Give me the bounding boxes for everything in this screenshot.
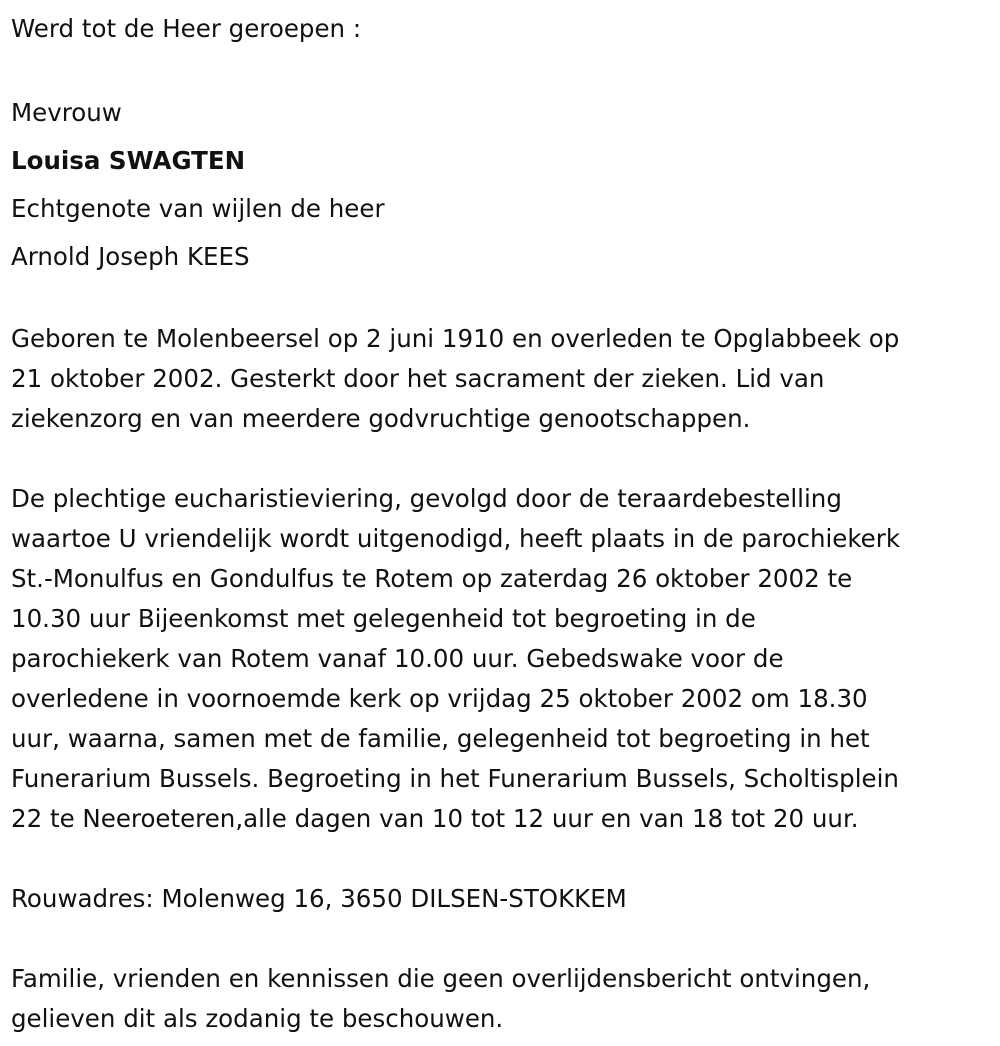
paragraph-line: St.-Monulfus en Gondulfus te Rotem op zaterdag 26 oktober 2002 te — [11, 564, 853, 593]
paragraph-line: Familie, vrienden en kennissen die geen overlijdensbericht ontvingen, — [11, 964, 871, 993]
paragraph-line: ziekenzorg en van meerdere godvruchtige genootschappen. — [11, 404, 751, 433]
spacer — [11, 439, 990, 479]
paragraph-line: 22 te Neeroeteren,alle dagen van 10 tot 12 uur en van 18 tot 20 uur. — [11, 804, 859, 833]
paragraph-line: overledene in voornoemde kerk op vrijdag 25 oktober 2002 om 18.30 — [11, 684, 868, 713]
paragraph-line: 21 oktober 2002. Gesterkt door het sacrament der zieken. Lid van — [11, 364, 825, 393]
paragraph-line: Funerarium Bussels. Begroeting in het Funerarium Bussels, Scholtisplein — [11, 764, 899, 793]
birth-paragraph — [11, 319, 990, 439]
paragraph-line: gelieven dit als zodanig te beschouwen. — [11, 1004, 504, 1033]
paragraph-line: 10.30 uur Bijeenkomst met gelegenheid tot begroeting in de — [11, 604, 756, 633]
paragraph-line: De plechtige eucharistieviering, gevolgd door de teraardebestelling — [11, 484, 842, 513]
paragraph-line: Geboren te Molenbeersel op 2 juni 1910 en overleden te Opglabbeek op — [11, 324, 900, 353]
salutation: Mevrouw — [11, 98, 122, 127]
intro-text: Werd tot de Heer geroepen : — [11, 14, 362, 43]
paragraph-line: uur, waarna, samen met de familie, gelegenheid tot begroeting in het — [11, 724, 870, 753]
ceremony-paragraph — [11, 479, 990, 839]
paragraph-line: waartoe U vriendelijk wordt uitgenodigd, heeft plaats in de parochiekerk — [11, 524, 901, 553]
spacer — [11, 839, 990, 879]
spacer — [11, 49, 990, 89]
spacer — [11, 919, 990, 959]
relation-line-1: Echtgenote van wijlen de heer — [11, 194, 385, 223]
paragraph-line: parochiekerk van Rotem vanaf 10.00 uur. Gebedswake voor de — [11, 644, 784, 673]
relation-line-2: Arnold Joseph KEES — [11, 242, 250, 271]
closing-paragraph — [11, 959, 990, 1039]
mourning-address: Rouwadres: Molenweg 16, 3650 DILSEN-STOKKEM — [11, 884, 627, 913]
deceased-name: Louisa SWAGTEN — [11, 146, 246, 175]
spacer — [11, 281, 990, 319]
